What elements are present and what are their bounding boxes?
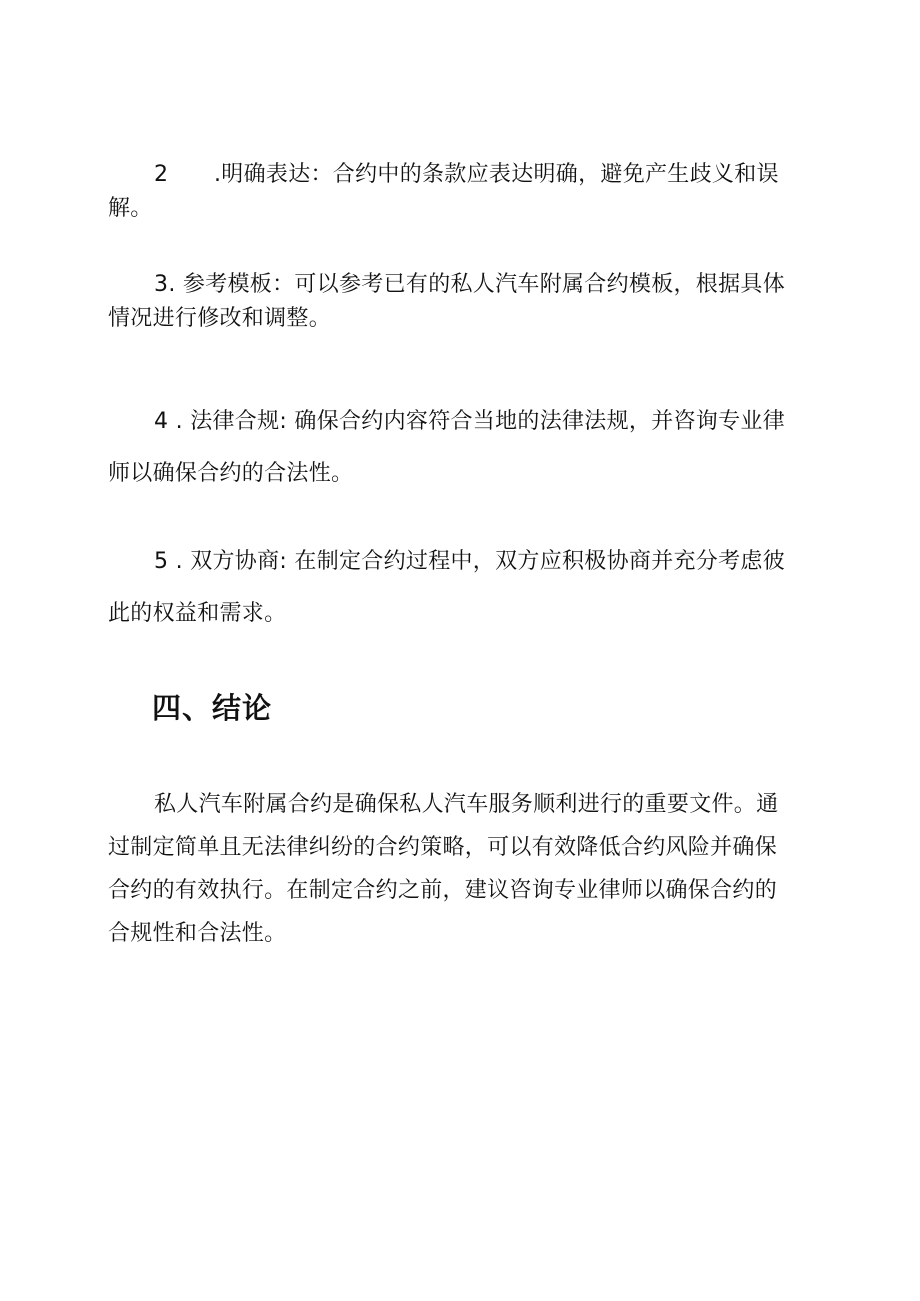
conclusion-text-1: 私人汽车附属合约是确保私人汽车服务顺利进行的重要文件。通	[154, 792, 779, 817]
list-item-5-text-1: . 双方协商: 在制定合约过程中，双方应积极协商并充分考虑彼	[175, 549, 786, 574]
conclusion-line-4: 合规性和合法性。	[108, 921, 287, 946]
list-item-3	[108, 268, 808, 336]
list-item-3-text-2: 情况进行修改和调整。	[108, 306, 332, 331]
list-item-3-text-1: . 参考模板：可以参考已有的私人汽车附属合约模板，根据具体	[168, 272, 786, 297]
list-item-5-text-2: 此的权益和需求。	[108, 601, 287, 626]
section-heading-conclusion: 四、结论	[152, 691, 273, 725]
list-item-5	[108, 536, 808, 640]
conclusion-line-1	[108, 783, 808, 826]
list-item-4-number: 4	[154, 409, 169, 434]
conclusion-paragraph	[108, 783, 808, 955]
list-item-2	[108, 158, 808, 226]
conclusion-line-2: 过制定简单且无法律纠纷的合约策略，可以有效降低合约风险并确保	[108, 835, 778, 860]
list-item-3-line-1	[108, 268, 808, 302]
list-item-4-text-1: . 法律合规: 确保合约内容符合当地的法律法规，并咨询专业律	[175, 409, 786, 434]
list-item-4	[108, 396, 808, 500]
list-item-3-number: 3	[154, 272, 169, 297]
list-item-4-text-2: 师以确保合约的合法性。	[108, 461, 354, 486]
list-item-5-number: 5	[154, 549, 169, 574]
list-item-2-line-1	[108, 158, 808, 192]
conclusion-line-3: 合约的有效执行。在制定合约之前，建议咨询专业律师以确保合约的	[108, 878, 778, 903]
list-item-2-text-1: .明确表达：合约中的条款应表达明确，避免产生歧义和误	[214, 162, 779, 187]
list-item-5-line-1	[108, 536, 808, 588]
list-item-2-number: 2	[154, 162, 169, 187]
list-item-4-line-1	[108, 396, 808, 448]
list-item-2-text-2: 解。	[108, 196, 153, 221]
